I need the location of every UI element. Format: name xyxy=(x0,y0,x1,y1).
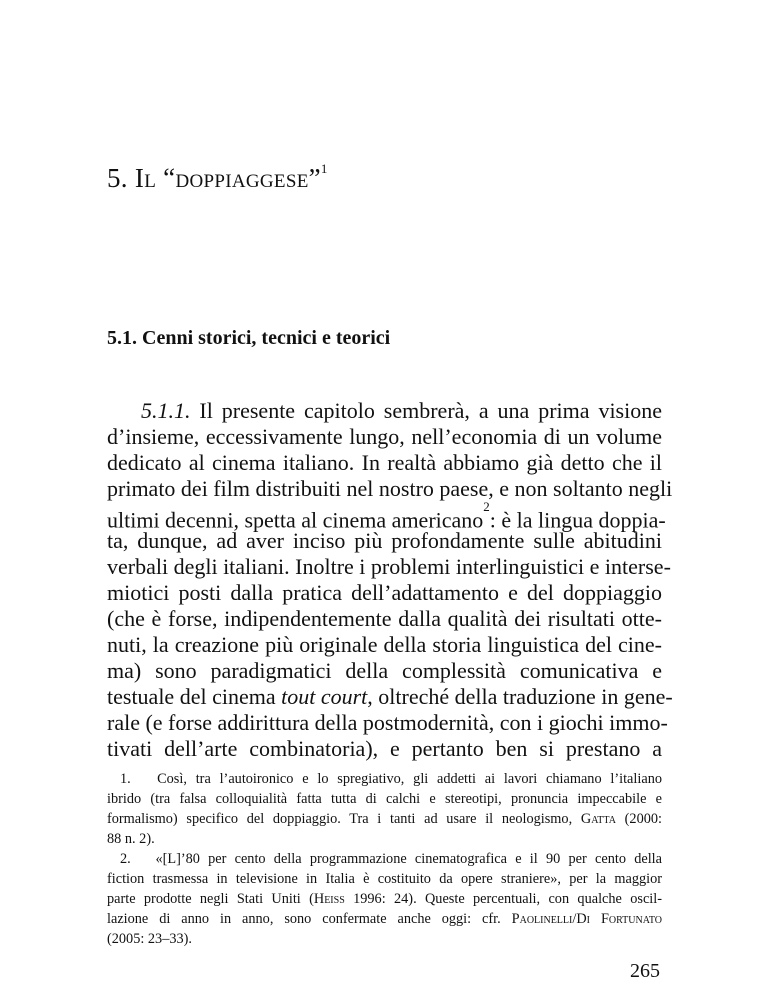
page-number: 265 xyxy=(630,960,660,982)
author-gatta: Gatta xyxy=(580,811,616,827)
footnote-2-line-3: parte prodotte negli Stati Uniti (Heiss 1996: 24). Queste percentuali, con qualche oscil- xyxy=(107,891,662,907)
section-heading: 5.1. Cenni storici, tecnici e teorici xyxy=(107,327,391,349)
footnote-2-line-5: (2005: 23–33). xyxy=(107,931,192,947)
footnote-ref-2[interactable]: 2 xyxy=(483,499,490,514)
italic-term: tout court xyxy=(281,684,368,709)
chapter-name: l “doppiaggese” xyxy=(144,163,321,193)
footnote-1-line-3: formalismo) specifico del doppiaggio. Tra i tanti ad usare il neologismo, Gatta (2000: xyxy=(107,811,662,827)
body-line: 5.1.1. Il presente capitolo sembrerà, a una prima visione xyxy=(141,398,662,423)
footnote-1-line-4: 88 n. 2). xyxy=(107,831,155,847)
body-line: dedicato al cinema italiano. In realtà abbiamo già detto che il xyxy=(107,450,662,475)
body-line: testuale del cinema tout court, oltreché della traduzione in gene- xyxy=(107,684,673,709)
footnote-2-line-2: fiction trasmessa in televisione in Italia è costituito da opere straniere», per la maggior xyxy=(107,871,662,887)
footnote-2-number: 2. xyxy=(120,851,131,867)
footnote-1-number: 1. xyxy=(120,771,131,787)
chapter-number: 5. xyxy=(107,163,128,193)
body-line: (che è forse, indipendentemente dalla qualità dei risultati otte- xyxy=(107,606,662,631)
body-line: d’insieme, eccessivamente lungo, nell’economia di un volume xyxy=(107,424,662,449)
body-line: ta, dunque, ad aver inciso più profondamente sulle abitudini xyxy=(107,528,662,553)
body-line: nuti, la creazione più originale della storia linguistica del cine- xyxy=(107,632,662,657)
footnote-2-line-1: 2. «[L]’80 per cento della programmazione cinematografica e il 90 per cento della xyxy=(120,851,662,867)
body-line: ma) sono paradigmatici della complessità comunicativa e xyxy=(107,658,662,683)
body-line: rale (e forse addirittura della postmodernità, con i giochi immo- xyxy=(107,710,668,735)
chapter-initial: I xyxy=(134,163,145,193)
body-line: miotici posti dalla pratica dell’adattamento e del doppiaggio xyxy=(107,580,662,605)
footnote-1-line-2: ibrido (tra falsa colloquialità fatta tutta di calchi e stereotipi, pronuncia impeccabile e xyxy=(107,791,662,807)
footnote-1-line-1: 1. Così, tra l’autoironico e lo spregiativo, gli addetti ai lavori chiamano l’italiano xyxy=(120,771,662,787)
body-line: primato dei film distribuiti nel nostro paese, e non soltanto negli xyxy=(107,476,673,501)
footnote-2-line-4: lazione di anno in anno, sono confermate anche oggi: cfr. Paolinelli/Di Fortunato xyxy=(107,911,662,927)
body-line: verbali degli italiani. Inoltre i problemi interlinguistici e interse- xyxy=(107,554,671,579)
footnote-ref-1[interactable]: 1 xyxy=(320,161,328,176)
author-heiss: Heiss xyxy=(313,891,345,907)
body-line: ultimi decenni, spetta al cinema americano$^2$: è la lingua doppia- xyxy=(107,499,666,533)
body-line: tivati dell’arte combinatoria), e pertanto ben si prestano a xyxy=(107,736,662,761)
chapter-title xyxy=(107,163,328,194)
subsection-number: 5.1.1. xyxy=(141,398,191,423)
author-paolinelli: Paolinelli xyxy=(511,911,573,927)
author-di-fortunato: Di Fortunato xyxy=(576,911,662,927)
